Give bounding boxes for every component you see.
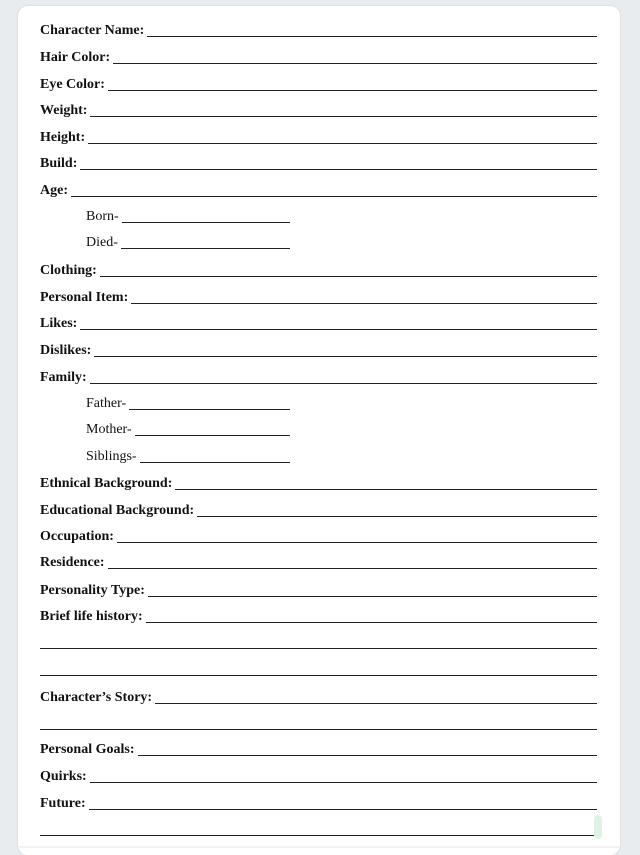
residence-label: Residence: [40, 555, 105, 570]
personal-goals-label: Personal Goals: [40, 742, 135, 757]
quirks-label: Quirks: [40, 769, 87, 784]
hair-color-line[interactable] [113, 63, 597, 64]
clothing-label: Clothing: [40, 263, 97, 278]
weight-line[interactable] [90, 116, 597, 117]
father-label: Father- [86, 396, 127, 411]
died-line[interactable] [121, 248, 290, 249]
weight-field[interactable] [40, 99, 597, 119]
characters-story-field[interactable] [40, 686, 597, 706]
future-label: Future: [40, 796, 86, 811]
characters-story-extra-line[interactable] [40, 729, 597, 730]
build-field[interactable] [40, 152, 597, 172]
ethnical-background-label: Ethnical Background: [40, 476, 173, 491]
father-field[interactable] [86, 392, 290, 412]
weight-label: Weight: [40, 103, 88, 118]
brief-life-history-extra-line[interactable] [40, 675, 597, 676]
educational-background-line[interactable] [197, 516, 597, 517]
family-label: Family: [40, 370, 87, 385]
personal-item-line[interactable] [131, 303, 597, 304]
character-name-field[interactable] [40, 19, 597, 39]
build-label: Build: [40, 156, 78, 171]
occupation-field[interactable] [40, 525, 597, 545]
characters-story-label: Character’s Story: [40, 690, 153, 705]
father-line[interactable] [129, 409, 290, 410]
residence-line[interactable] [108, 568, 597, 569]
brief-life-history-label: Brief life history: [40, 609, 143, 624]
mother-line[interactable] [135, 435, 290, 436]
personality-type-label: Personality Type: [40, 583, 145, 598]
ethnical-background-field[interactable] [40, 472, 597, 492]
dislikes-field[interactable] [40, 339, 597, 359]
mother-label: Mother- [86, 422, 132, 437]
hair-color-label: Hair Color: [40, 50, 111, 65]
likes-label: Likes: [40, 316, 78, 331]
dislikes-label: Dislikes: [40, 343, 92, 358]
character-name-line[interactable] [147, 36, 597, 37]
height-field[interactable] [40, 126, 597, 146]
age-field[interactable] [40, 179, 597, 199]
clothing-field[interactable] [40, 259, 597, 279]
personal-item-label: Personal Item: [40, 290, 129, 305]
hair-color-field[interactable] [40, 46, 597, 66]
personal-goals-line[interactable] [138, 755, 598, 756]
height-line[interactable] [88, 143, 597, 144]
build-line[interactable] [80, 169, 597, 170]
residence-field[interactable] [40, 551, 597, 571]
age-label: Age: [40, 183, 68, 198]
likes-line[interactable] [80, 329, 597, 330]
died-label: Died- [86, 235, 118, 250]
brief-life-history-extra-line[interactable] [40, 648, 597, 649]
siblings-field[interactable] [86, 445, 290, 465]
characters-story-line[interactable] [155, 703, 597, 704]
born-label: Born- [86, 209, 119, 224]
quirks-field[interactable] [40, 765, 597, 785]
family-line[interactable] [90, 383, 597, 384]
future-field[interactable] [40, 792, 597, 812]
likes-field[interactable] [40, 312, 597, 332]
page-bottom-edge [18, 846, 620, 848]
educational-background-label: Educational Background: [40, 503, 195, 518]
future-line[interactable] [89, 809, 597, 810]
brief-life-history-field[interactable] [40, 605, 597, 625]
born-line[interactable] [122, 222, 290, 223]
eye-color-line[interactable] [108, 90, 597, 91]
personal-item-field[interactable] [40, 286, 597, 306]
personality-type-line[interactable] [148, 596, 597, 597]
died-field[interactable] [86, 231, 290, 251]
eye-color-field[interactable] [40, 73, 597, 93]
brief-life-history-line[interactable] [146, 622, 597, 623]
age-line[interactable] [71, 196, 597, 197]
family-field[interactable] [40, 366, 597, 386]
personality-type-field[interactable] [40, 579, 597, 599]
clothing-line[interactable] [100, 276, 597, 277]
occupation-label: Occupation: [40, 529, 114, 544]
personal-goals-field[interactable] [40, 738, 597, 758]
born-field[interactable] [86, 205, 290, 225]
siblings-label: Siblings- [86, 449, 137, 464]
height-label: Height: [40, 130, 86, 145]
eye-color-label: Eye Color: [40, 77, 105, 92]
scroll-indicator[interactable] [594, 815, 602, 839]
siblings-line[interactable] [140, 462, 290, 463]
occupation-line[interactable] [117, 542, 597, 543]
dislikes-line[interactable] [94, 356, 597, 357]
character-name-label: Character Name: [40, 23, 145, 38]
ethnical-background-line[interactable] [175, 489, 597, 490]
future-extra-line[interactable] [40, 835, 597, 836]
educational-background-field[interactable] [40, 499, 597, 519]
mother-field[interactable] [86, 418, 290, 438]
quirks-line[interactable] [90, 782, 597, 783]
